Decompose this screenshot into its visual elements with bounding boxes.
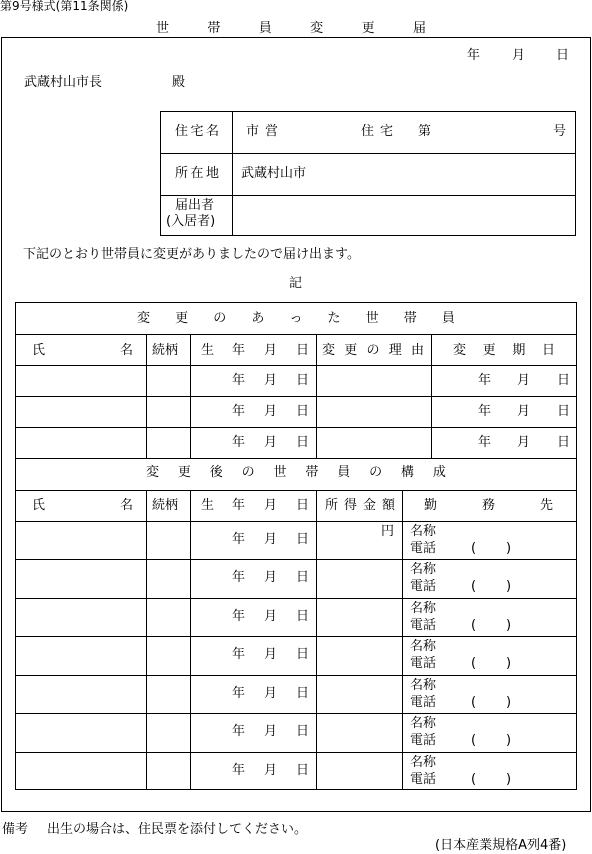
phone-paren-open: ( (471, 771, 477, 787)
table-column-rule (190, 334, 191, 458)
spaced-character: 得 (343, 498, 357, 513)
spaced-character: 世 (365, 311, 379, 326)
workplace-phone-label: 電話 (410, 694, 437, 710)
row-birth-day: 日 (296, 762, 310, 778)
table-column-rule (316, 490, 317, 790)
row-birth-year: 年 (232, 724, 246, 740)
header-relation: 続柄 (152, 498, 179, 513)
spaced-character: の (369, 465, 383, 480)
header-name-surname: 氏 (32, 498, 46, 513)
spaced-character: 住 (361, 124, 375, 139)
spaced-character: 更 (482, 343, 496, 358)
table-rule (15, 365, 577, 366)
header-workplace: 先 (540, 498, 554, 513)
spaced-character: 所 (175, 166, 189, 181)
table-rule (15, 427, 577, 428)
row-birth-month: 月 (264, 435, 278, 450)
table-rule (15, 636, 577, 637)
spaced-character: 由 (410, 343, 424, 358)
table-rule (15, 675, 577, 676)
workplace-phone-label: 電話 (410, 617, 437, 633)
row-birth-year: 年 (232, 373, 246, 388)
workplace-name-label: 名称 (410, 639, 437, 655)
spaced-character: 市 (246, 124, 260, 139)
row-birth-month: 月 (264, 404, 278, 419)
spaced-character: 員 (337, 465, 351, 480)
table-rule (15, 521, 577, 522)
row-birth-day: 日 (296, 647, 310, 663)
changed-section-title (137, 312, 455, 325)
phone-paren-open: ( (471, 541, 477, 556)
spaced-character: 在 (190, 166, 204, 181)
row-birth-day: 日 (296, 685, 310, 701)
header-birth-year: 年 (232, 343, 246, 358)
addressee-honorific: 殿 (172, 75, 186, 90)
phone-paren-close: ) (506, 579, 512, 595)
row-change-day: 日 (557, 404, 571, 419)
row-birth-day: 日 (296, 570, 310, 586)
phone-paren-open: ( (471, 617, 477, 633)
address-housing (361, 125, 393, 138)
phone-paren-close: ) (506, 771, 512, 787)
table-rule (15, 396, 577, 397)
header-birth: 生 (201, 498, 215, 513)
spaced-character: の (213, 311, 227, 326)
applicant-divider (232, 111, 233, 236)
row-birth-month: 月 (264, 373, 278, 388)
row-birth-month: 月 (264, 570, 278, 586)
spaced-character: 変 (137, 311, 151, 326)
spaced-character: 構 (401, 465, 415, 480)
applicant-rule (160, 153, 576, 154)
phone-paren-close: ) (506, 541, 512, 556)
phone-paren-close: ) (506, 694, 512, 710)
spaced-character: 額 (381, 498, 395, 513)
spaced-character: 変 (453, 343, 467, 358)
spaced-character: 更 (344, 343, 358, 358)
row-birth-year: 年 (232, 608, 246, 624)
row-change-year: 年 (478, 435, 492, 450)
row-birth-day: 日 (296, 404, 310, 419)
header-birth-month: 月 (264, 498, 278, 513)
row-birth-year: 年 (232, 532, 246, 547)
row-birth-month: 月 (264, 724, 278, 740)
header-birth-month: 月 (264, 343, 278, 358)
row-birth-year: 年 (232, 647, 246, 663)
composition-section-title (146, 466, 446, 479)
spaced-character: 所 (325, 498, 339, 513)
row-birth-month: 月 (264, 685, 278, 701)
submission-date (0, 49, 592, 63)
spaced-character: 理 (388, 343, 402, 358)
header-workplace: 勤 (424, 498, 438, 513)
phone-paren-open: ( (471, 694, 477, 710)
row-birth-year: 年 (232, 570, 246, 586)
workplace-name-label: 名称 (410, 754, 437, 770)
workplace-phone-label: 電話 (410, 541, 437, 556)
row-birth-month: 月 (264, 608, 278, 624)
table-rule (15, 598, 577, 599)
row-birth-day: 日 (296, 608, 310, 624)
workplace-name-label: 名称 (410, 524, 437, 539)
address-city (246, 125, 278, 138)
phone-paren-close: ) (506, 733, 512, 749)
address-number-suffix: 号 (553, 124, 567, 139)
row-change-year: 年 (478, 373, 492, 388)
address-label (175, 125, 219, 138)
table-rule (15, 713, 577, 714)
applicant-rule (160, 195, 576, 196)
spaced-character: 日 (541, 343, 555, 358)
row-birth-year: 年 (232, 435, 246, 450)
spaced-character: っ (289, 311, 303, 326)
notifier-sublabel: (入居者) (166, 214, 216, 229)
phone-paren-close: ) (506, 617, 512, 633)
notifier-label: 届出者 (175, 198, 215, 213)
workplace-phone-label: 電話 (410, 656, 437, 672)
row-birth-month: 月 (264, 532, 278, 547)
row-birth-year: 年 (232, 762, 246, 778)
spaced-character: 後 (209, 465, 223, 480)
row-birth-month: 月 (264, 762, 278, 778)
table-rule (15, 490, 577, 491)
income-yen-unit: 円 (381, 524, 395, 539)
spaced-character: 帯 (305, 465, 319, 480)
addressee-mayor: 武蔵村山市長 (24, 75, 103, 90)
table-rule (15, 752, 577, 753)
spaced-character: 更 (177, 465, 191, 480)
header-name-given: 名 (120, 498, 134, 513)
row-change-month: 月 (517, 435, 531, 450)
form-number: 第9号様式(第11条関係) (0, 0, 129, 13)
spaced-character: 金 (362, 498, 376, 513)
workplace-name-label: 名称 (410, 562, 437, 578)
date-month: 月 (512, 48, 526, 63)
row-birth-month: 月 (264, 647, 278, 663)
phone-paren-open: ( (471, 733, 477, 749)
spaced-character: 員 (258, 21, 272, 36)
table-column-rule (190, 490, 191, 790)
spaced-character: 宅 (190, 124, 204, 139)
spaced-character: 変 (322, 343, 336, 358)
row-change-year: 年 (478, 404, 492, 419)
row-birth-day: 日 (296, 532, 310, 547)
remarks-label: 備考 (2, 822, 29, 837)
location-value: 武蔵村山市 (241, 166, 307, 181)
spaced-character: 成 (432, 465, 446, 480)
address-number-prefix: 第 (418, 124, 432, 139)
spaced-character: 変 (146, 465, 160, 480)
spaced-character: 地 (205, 166, 219, 181)
spaced-character: あ (251, 311, 265, 326)
header-birth: 生 (201, 343, 215, 358)
form-title (156, 22, 426, 35)
row-change-day: 日 (557, 435, 571, 450)
spaced-character: 宅 (379, 124, 393, 139)
spaced-character: 住 (175, 124, 189, 139)
workplace-phone-label: 電話 (410, 733, 437, 749)
spaced-character: 帯 (207, 21, 221, 36)
spaced-character: 世 (156, 21, 170, 36)
remarks-text: 出生の場合は、住民票を添付してください。 (47, 822, 308, 837)
spaced-character: 営 (264, 124, 278, 139)
spaced-character: 帯 (403, 311, 417, 326)
paper-size-note: (日本産業規格A列4番) (435, 838, 567, 853)
row-change-month: 月 (517, 404, 531, 419)
row-birth-day: 日 (296, 724, 310, 740)
row-change-month: 月 (517, 373, 531, 388)
header-name-surname: 氏 (32, 343, 46, 358)
phone-paren-open: ( (471, 656, 477, 672)
date-year: 年 (467, 48, 481, 63)
spaced-character: 名 (205, 124, 219, 139)
ki-mark: 記 (289, 276, 303, 291)
phone-paren-close: ) (506, 656, 512, 672)
header-workplace: 務 (482, 498, 496, 513)
header-birth-day: 日 (296, 498, 310, 513)
table-column-rule (146, 490, 147, 790)
header-reason (322, 344, 424, 357)
table-rule (15, 458, 577, 459)
spaced-character: 変 (310, 21, 324, 36)
spaced-character: の (366, 343, 380, 358)
spaced-character: 期 (512, 343, 526, 358)
date-day: 日 (556, 48, 570, 63)
statement: 下記のとおり世帯員に変更がありましたので届け出ます。 (23, 247, 360, 262)
row-birth-day: 日 (296, 435, 310, 450)
workplace-name-label: 名称 (410, 600, 437, 616)
table-column-rule (402, 490, 403, 790)
spaced-character: 世 (273, 465, 287, 480)
spaced-character: の (241, 465, 255, 480)
spaced-character: 更 (361, 21, 375, 36)
phone-paren-open: ( (471, 579, 477, 595)
table-column-rule (431, 334, 432, 458)
header-income (325, 499, 395, 512)
workplace-phone-label: 電話 (410, 771, 437, 787)
header-relation: 続柄 (152, 343, 179, 358)
spaced-character: 員 (441, 311, 455, 326)
row-birth-year: 年 (232, 404, 246, 419)
table-column-rule (146, 334, 147, 458)
spaced-character: 届 (412, 21, 426, 36)
table-rule (15, 559, 577, 560)
header-birth-day: 日 (296, 343, 310, 358)
location-label (175, 167, 219, 180)
header-birth-year: 年 (232, 498, 246, 513)
row-change-day: 日 (557, 373, 571, 388)
workplace-name-label: 名称 (410, 716, 437, 732)
row-birth-year: 年 (232, 685, 246, 701)
header-period (453, 344, 555, 357)
table-rule (15, 334, 577, 335)
header-name-given: 名 (120, 343, 134, 358)
row-birth-day: 日 (296, 373, 310, 388)
spaced-character: た (327, 311, 341, 326)
spaced-character: 更 (175, 311, 189, 326)
workplace-phone-label: 電話 (410, 579, 437, 595)
workplace-name-label: 名称 (410, 677, 437, 693)
table-column-rule (316, 334, 317, 458)
